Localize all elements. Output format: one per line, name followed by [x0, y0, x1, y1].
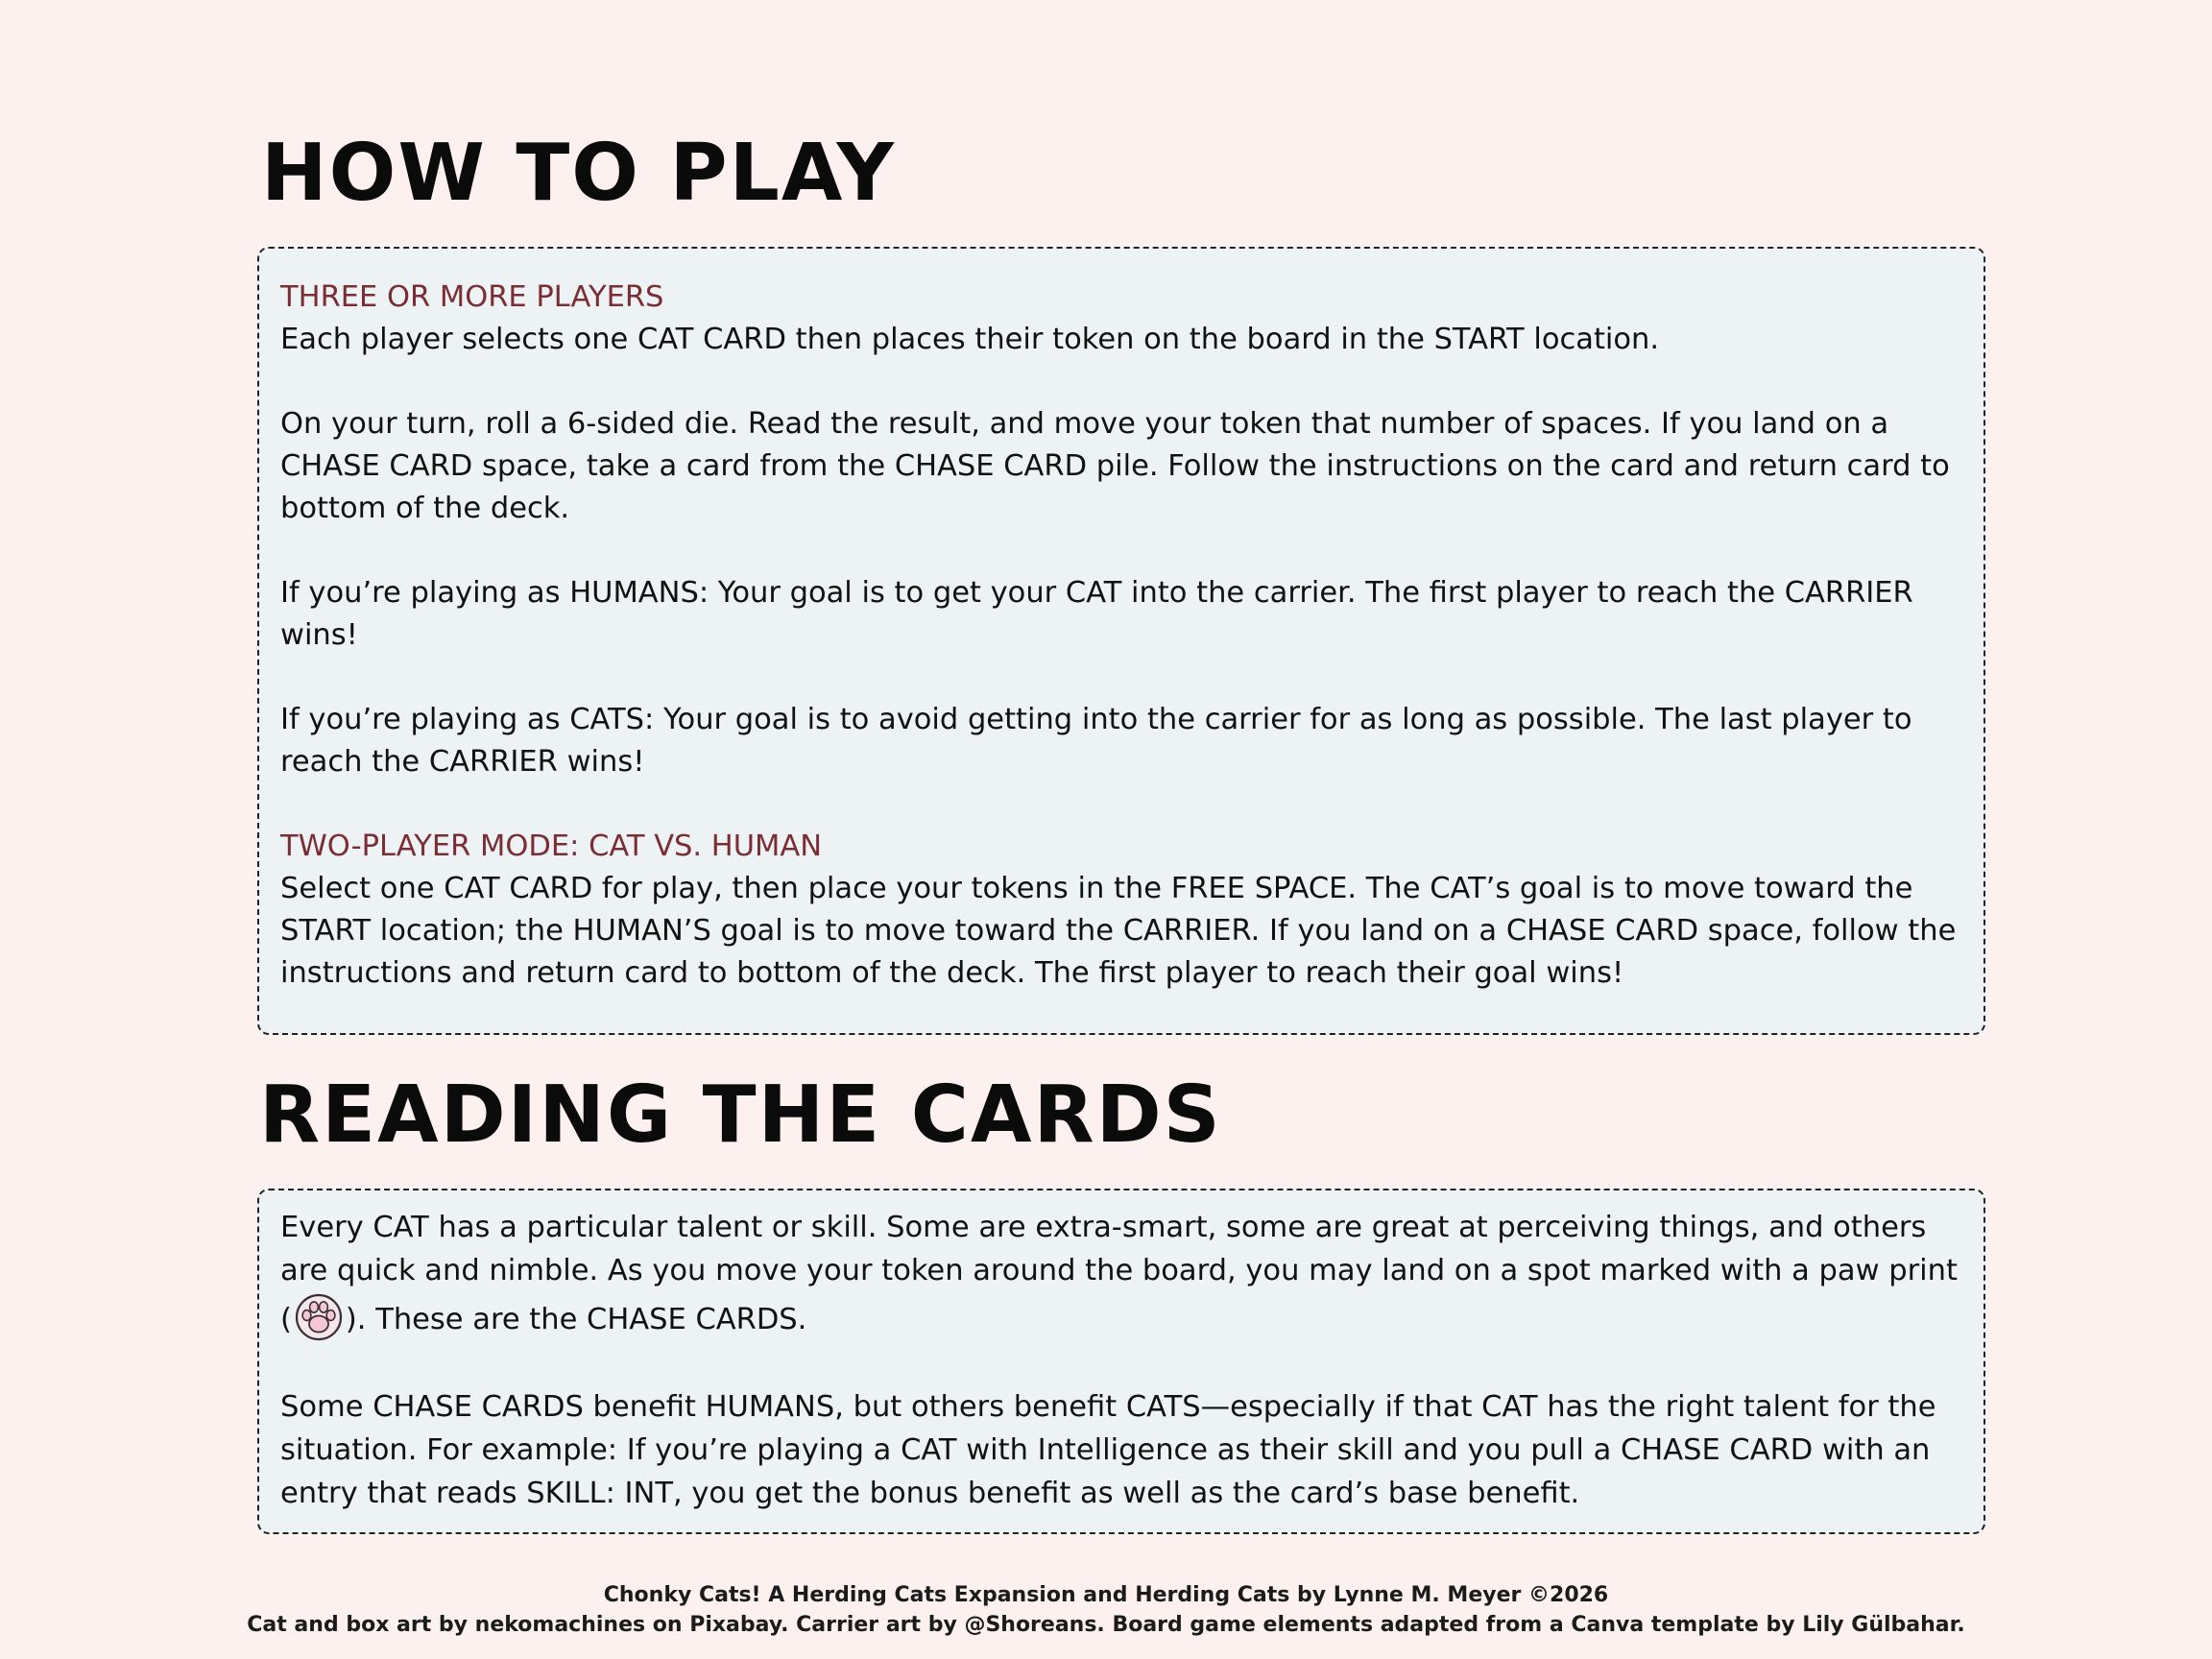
reading-cards-p1-start: Every CAT has a particular talent or skill. Some are extra-smart, some are great at perceiving things, and others are quick and nimble. As you move your token around the board, you may land on a spot marked with a paw print (	[280, 1211, 1958, 1336]
three-players-p4: If you’re playing as CATS: Your goal is to avoid getting into the carrier for as long as possible. The last player to reach the CARRIER wins!	[280, 703, 1912, 779]
reading-cards-p2: Some CHASE CARDS benefit HUMANS, but others benefit CATS—especially if that CAT has the right talent for the situation. For example: If you’re playing a CAT with Intelligence as their skill and you pull a CHASE CARD with an entry that reads SKILL: INT, you get the bonus benefit as well as the card’s base benefit.	[280, 1390, 1936, 1510]
three-players-p1: Each player selects one CAT CARD then places their token on the board in the START location.	[280, 323, 1660, 356]
footer-line1: Chonky Cats! A Herding Cats Expansion and Herding Cats by Lynne M. Meyer ©2026	[603, 1583, 1609, 1607]
footer-credits	[0, 1580, 2212, 1640]
two-player-heading: TWO-PLAYER MODE: CAT VS. HUMAN	[280, 830, 823, 863]
reading-cards-title: READING THE CARDS	[259, 1070, 1222, 1161]
how-to-play-title: HOW TO PLAY	[261, 128, 896, 219]
three-players-heading: THREE OR MORE PLAYERS	[280, 280, 664, 314]
three-players-p2: On your turn, roll a 6-sided die. Read the result, and move your token that number of spaces. If you land on a CHASE CARD space, take a card from the CHASE CARD pile. Follow the instructions on the card and return card to bottom of the deck.	[280, 407, 1950, 525]
paw-print-icon	[294, 1292, 344, 1342]
two-player-p1: Select one CAT CARD for play, then place your tokens in the FREE SPACE. The CAT’s goal is to move toward the START location; the HUMAN’S goal is to move toward the CARRIER. If you land on a CHASE CARD space, follow the instructions and return card to bottom of the deck. The first player to reach their goal wins!	[280, 872, 1957, 990]
reading-cards-box	[257, 1189, 1985, 1534]
reading-cards-p1	[280, 1206, 1962, 1342]
three-players-p3: If you’re playing as HUMANS: Your goal is to get your CAT into the carrier. The first player to reach the CARRIER wins!	[280, 576, 1913, 652]
reading-cards-p1-end: ). These are the CHASE CARDS.	[345, 1303, 807, 1336]
how-to-play-box	[257, 247, 1985, 1035]
footer-line2: Cat and box art by nekomachines on Pixabay. Carrier art by @Shoreans. Board game elements adapted from a Canva template by Lily Gülbahar.	[247, 1613, 1965, 1637]
